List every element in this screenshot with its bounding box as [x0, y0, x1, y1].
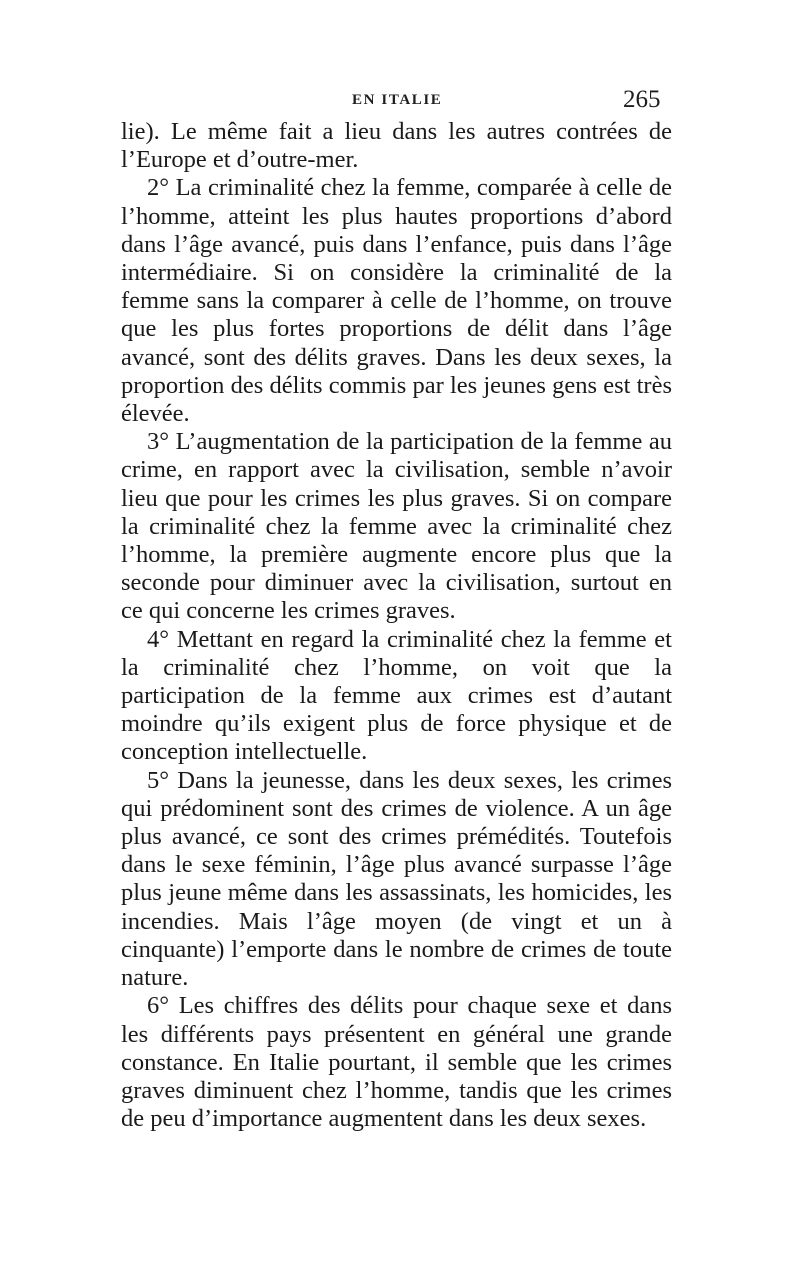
paragraph-point-5: 5° Dans la jeunesse, dans les deux sexes, les crimes qui prédominent sont des crimes de violence. A un âge plus avancé, ce sont des crimes prémédités. Toutefois dans le sexe féminin, l’âge plus avancé surpasse l’âge plus jeune même dans les assassinats, les homicides, les incendies. Mais l’âge moyen (de vingt et un à cinquante) l’emporte dans le nombre de crimes de toute nature.	[121, 766, 672, 992]
paragraph-continued: lie). Le même fait a lieu dans les autres contrées de l’Europe et d’outre-mer.	[121, 118, 672, 174]
paragraph-point-3: 3° L’augmentation de la participation de la femme au crime, en rapport avec la civilisation, semble n’avoir lieu que pour les crimes les plus graves. Si on compare la criminalité chez la femme avec la criminalité chez l’homme, la première augmente encore plus que la seconde pour diminuer avec la civilisation, surtout en ce qui concerne les crimes graves.	[121, 428, 672, 625]
paragraph-point-6: 6° Les chiffres des délits pour chaque sexe et dans les différents pays présentent en général une grande constance. En Italie pourtant, il semble que les crimes graves diminuent chez l’homme, tandis que les crimes de peu d’importance augmentent dans les deux sexes.	[121, 992, 672, 1133]
body-text	[121, 118, 672, 1133]
paragraph-point-4: 4° Mettant en regard la criminalité chez la femme et la criminalité chez l’homme, on voit que la participation de la femme aux crimes est d’autant moindre qu’ils exigent plus de force physique et de conception intellectuelle.	[121, 625, 672, 766]
running-head: EN ITALIE	[352, 92, 443, 108]
page-number: 265	[623, 86, 661, 113]
paragraph-point-2: 2° La criminalité chez la femme, comparée à celle de l’homme, atteint les plus hautes proportions d’abord dans l’âge avancé, puis dans l’enfance, puis dans l’âge intermédiaire. Si on considère la criminalité de la femme sans la comparer à celle de l’homme, on trouve que les plus fortes proportions de délit dans l’âge avancé, sont des délits graves. Dans les deux sexes, la proportion des délits commis par les jeunes gens est très élevée.	[121, 174, 672, 428]
